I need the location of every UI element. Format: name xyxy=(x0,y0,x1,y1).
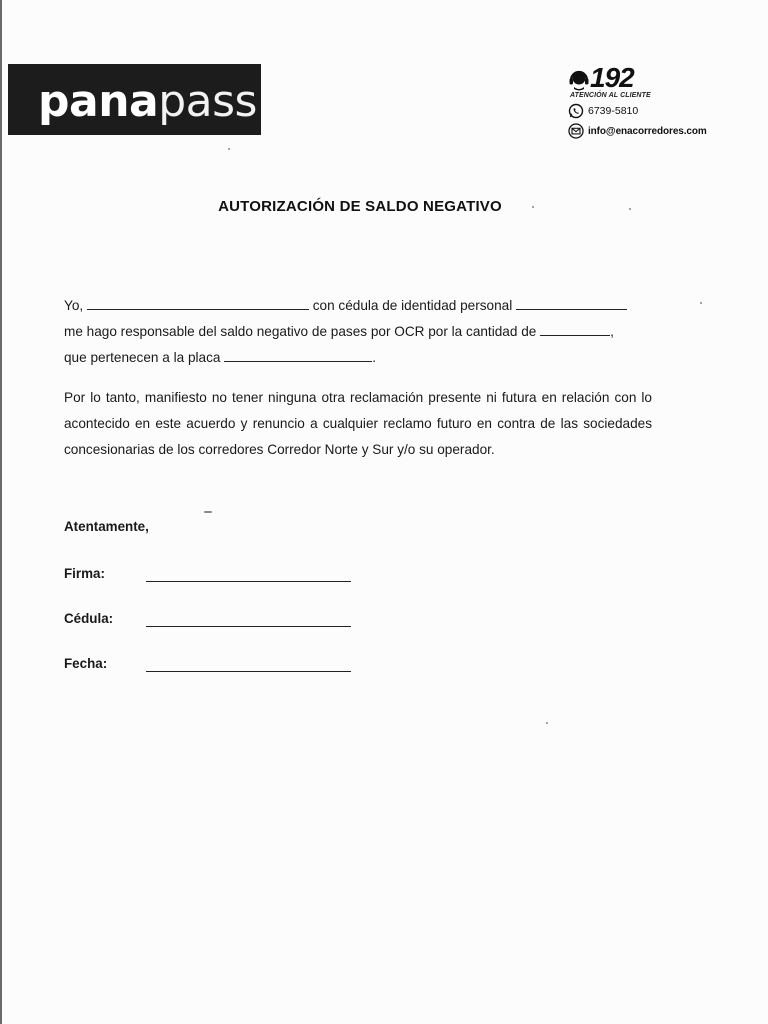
whatsapp-row xyxy=(568,103,758,119)
mail-icon xyxy=(568,123,584,139)
scan-speck xyxy=(546,722,548,724)
phone-caption: ATENCIÓN AL CLIENTE xyxy=(570,92,651,99)
scan-speck xyxy=(228,148,230,150)
scan-speck xyxy=(629,208,631,210)
line3-text: que pertenecen a la placa xyxy=(64,350,221,365)
scan-speck xyxy=(532,206,534,208)
fecha-line xyxy=(146,671,351,672)
email-address: info@enacorredores.com xyxy=(588,125,707,137)
waiver-paragraph: Por lo tanto, manifiesto no tener ninguna otra reclamación presente ni futura en relación con lo acontecido en este acuerdo y renuncio a cualquier reclamo futuro en contra de las sociedades concesionarias de los corredores Corredor Norte y Sur y/o su operador. xyxy=(64,390,652,457)
cedula-line xyxy=(146,626,351,627)
closing-text: Atentamente, xyxy=(64,519,149,534)
quantity-blank xyxy=(540,321,610,336)
headset-icon xyxy=(568,68,590,92)
phone-number: 192 xyxy=(590,62,634,93)
logo-light-part: pass xyxy=(158,75,257,127)
whatsapp-icon xyxy=(568,103,584,119)
panapass-logo xyxy=(8,64,261,135)
id-number-blank xyxy=(516,295,627,310)
cedula-label: Cédula: xyxy=(64,611,114,626)
scan-speck xyxy=(700,302,702,304)
scan-speck xyxy=(204,511,212,513)
body-line-2 xyxy=(64,321,652,347)
body-line-3 xyxy=(64,347,652,373)
contact-block xyxy=(568,64,758,139)
line2-comma: , xyxy=(610,324,614,339)
document-title: AUTORIZACIÓN DE SALDO NEGATIVO xyxy=(218,198,502,215)
line1-prefix: Yo, xyxy=(64,298,84,313)
firma-line xyxy=(146,581,351,582)
email-row xyxy=(568,123,758,139)
firma-label: Firma: xyxy=(64,566,105,581)
phone-row xyxy=(568,64,758,92)
plate-blank xyxy=(224,347,372,362)
document-body xyxy=(64,295,652,463)
logo-bold-part: pana xyxy=(38,75,159,127)
name-blank xyxy=(87,295,309,310)
whatsapp-number: 6739-5810 xyxy=(588,105,639,117)
page-edge xyxy=(0,0,2,1024)
fecha-label: Fecha: xyxy=(64,656,108,671)
logo-text xyxy=(38,75,257,127)
line3-period: . xyxy=(372,350,377,365)
line2-text: me hago responsable del saldo negativo de pases por OCR por la cantidad de xyxy=(64,324,537,339)
body-line-1 xyxy=(64,295,652,321)
line1-middle: con cédula de identidad personal xyxy=(312,298,513,313)
